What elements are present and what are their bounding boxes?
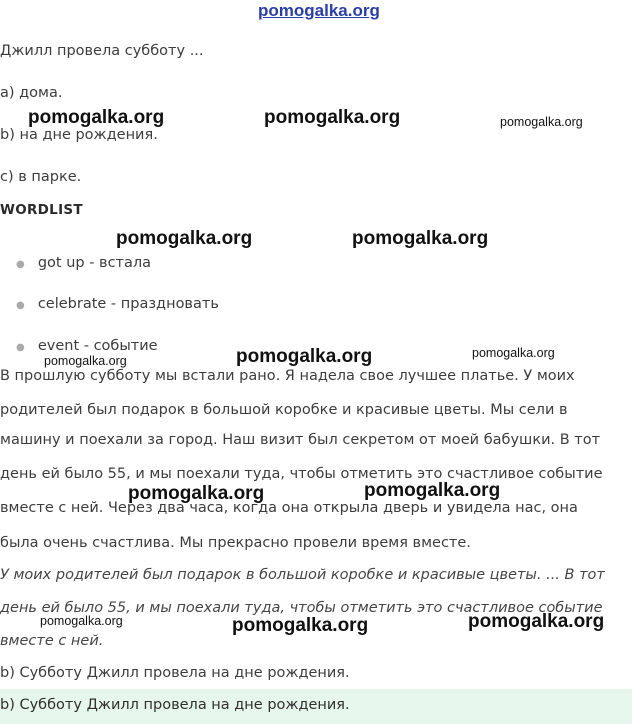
- watermark: pomogalka.org: [232, 615, 369, 636]
- text-line: родителей был подарок в большой коробке и красивые цветы. Мы сели в: [0, 402, 568, 418]
- text-line: была очень счастлива. Мы прекрасно провели время вместе.: [0, 535, 471, 551]
- bullet-icon: ●: [16, 259, 25, 270]
- option-c: c) в парке.: [0, 169, 82, 185]
- option-a: a) дома.: [0, 85, 63, 101]
- wordlist-item-text: event - событие: [37, 338, 158, 354]
- watermark: pomogalka.org: [28, 107, 165, 128]
- answer-highlight-text: b) Субботу Джилл провела на дне рождения.: [0, 697, 350, 713]
- watermark: pomogalka.org: [40, 614, 123, 628]
- wordlist-heading: WORDLIST: [0, 202, 83, 218]
- text-line: вместе с ней. Через два часа, когда она открыла дверь и увидела нас, она: [0, 500, 578, 516]
- bullet-icon: ●: [16, 300, 25, 311]
- watermark: pomogalka.org: [236, 346, 373, 367]
- option-b: b) на дне рождения.: [0, 127, 158, 143]
- watermark: pomogalka.org: [264, 107, 401, 128]
- quote-line: день ей было 55, и мы поехали туда, чтобы отметить это счастливое событие: [0, 600, 603, 616]
- watermark: pomogalka.org: [500, 115, 583, 129]
- bullet-icon: ●: [16, 342, 25, 353]
- watermark: pomogalka.org: [364, 480, 501, 501]
- quote-line: вместе с ней.: [0, 633, 104, 649]
- watermark: pomogalka.org: [44, 354, 127, 368]
- quote-line: У моих родителей был подарок в большой коробке и красивые цветы. ... В тот: [0, 567, 605, 583]
- wordlist-item-text: got up - встала: [37, 255, 152, 271]
- wordlist-item-text: celebrate - праздновать: [37, 296, 219, 312]
- wordlist-item: [16, 335, 158, 354]
- text-line: В прошлую субботу мы встали рано. Я надела свое лучшее платье. У моих: [0, 368, 575, 384]
- wordlist-item: [16, 252, 151, 271]
- top-watermark-link[interactable]: pomogalka.org: [258, 1, 380, 20]
- watermark: pomogalka.org: [128, 483, 265, 504]
- question-text: Джилл провела субботу ...: [0, 43, 204, 59]
- text-line: машину и поехали за город. Наш визит был секретом от моей бабушки. В тот: [0, 432, 601, 448]
- watermark: pomogalka.org: [352, 228, 489, 249]
- answer-highlight-box: [0, 689, 632, 724]
- watermark: pomogalka.org: [116, 228, 253, 249]
- watermark: pomogalka.org: [472, 346, 555, 360]
- watermark: pomogalka.org: [468, 611, 605, 632]
- answer-text: b) Субботу Джилл провела на дне рождения.: [0, 665, 350, 681]
- wordlist-item: [16, 293, 219, 312]
- text-line: день ей было 55, и мы поехали туда, чтобы отметить это счастливое событие: [0, 466, 603, 482]
